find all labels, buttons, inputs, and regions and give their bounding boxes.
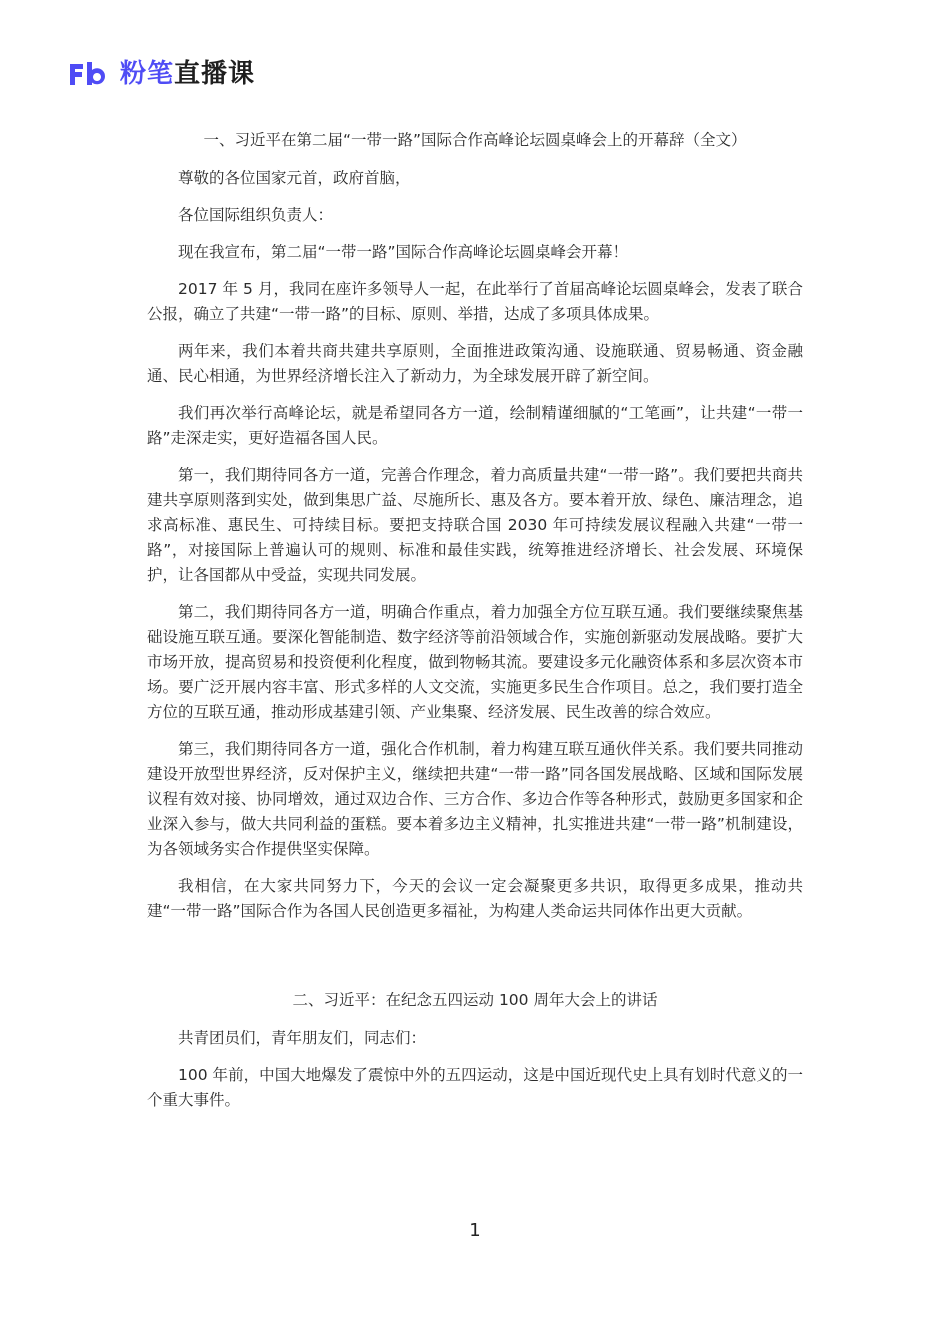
brand-name-accent: 粉笔 [120, 59, 175, 89]
paragraph: 我相信，在大家共同努力下，今天的会议一定会凝聚更多共识，取得更多成果，推动共建“一带一路”国际合作为各国人民创造更多福祉，为构建人类命运共同体作出更大贡献。 [147, 877, 803, 920]
paragraph: 第三，我们期待同各方一道，强化合作机制，着力构建互联互通伙伴关系。我们要共同推动建设开放型世界经济，反对保护主义，继续把共建“一带一路”同各国发展战略、区域和国际发展议程有效对接、协同增效，通过双边合作、三方合作、多边合作等各种形式，鼓励更多国家和企业深入参与，做大共同利益的蛋糕。要本着多边主义精神，扎实推进共建“一带一路”机制建设，为各领域务实合作提供坚实保障。 [147, 740, 803, 858]
section-title: 二、习近平：在纪念五四运动 100 周年大会上的讲话 [292, 991, 658, 1009]
paragraph: 现在我宣布，第二届“一带一路”国际合作高峰论坛圆桌峰会开幕！ [178, 243, 629, 261]
brand-name [120, 56, 255, 92]
paragraph: 我们再次举行高峰论坛，就是希望同各方一道，绘制精谨细腻的“工笔画”，让共建“一带一路”走深走实，更好造福各国人民。 [147, 404, 803, 447]
page-number: 1 [469, 1220, 481, 1241]
brand-logo [68, 56, 255, 92]
paragraph: 尊敬的各位国家元首，政府首脑， [178, 169, 411, 187]
section-title: 一、习近平在第二届“一带一路”国际合作高峰论坛圆桌峰会上的开幕辞（全文） [203, 131, 747, 149]
brand-name-rest: 直播课 [174, 59, 256, 89]
paragraph: 第二，我们期待同各方一道，明确合作重点，着力加强全方位互联互通。我们要继续聚焦基础设施互联互通。要深化智能制造、数字经济等前沿领域合作，实施创新驱动发展战略。要扩大市场开放，提高贸易和投资便利化程度，做到物畅其流。要建设多元化融资体系和多层次资本市场。要广泛开展内容丰富、形式多样的人文交流，实施更多民生合作项目。总之，我们要打造全方位的互联互通，推动形成基建引领、产业集聚、经济发展、民生改善的综合效应。 [147, 603, 803, 721]
fb-logo-icon [68, 60, 112, 88]
document-body [147, 128, 803, 1125]
section-spacer [147, 936, 803, 988]
paragraph: 共青团员们，青年朋友们，同志们： [178, 1029, 427, 1047]
paragraph: 第一，我们期待同各方一道，完善合作理念，着力高质量共建“一带一路”。我们要把共商共建共享原则落到实处，做到集思广益、尽施所长、惠及各方。要本着开放、绿色、廉洁理念，追求高标准、惠民生、可持续目标。要把支持联合国 2030 年可持续发展议程融入共建“一带一路”，对接国际上普遍认可的规则、标准和最佳实践，统筹推进经济增长、社会发展、环境保护，让各国都从中受益，实现共同发展。 [147, 466, 803, 584]
section-1 [147, 128, 803, 924]
paragraph: 两年来，我们本着共商共建共享原则，全面推进政策沟通、设施联通、贸易畅通、资金融通、民心相通，为世界经济增长注入了新动力，为全球发展开辟了新空间。 [147, 342, 803, 385]
paragraph: 2017 年 5 月，我同在座许多领导人一起，在此举行了首届高峰论坛圆桌峰会，发表了联合公报，确立了共建“一带一路”的目标、原则、举措，达成了多项具体成果。 [147, 280, 803, 323]
paragraph: 100 年前，中国大地爆发了震惊中外的五四运动，这是中国近现代史上具有划时代意义的一个重大事件。 [147, 1066, 803, 1109]
paragraph: 各位国际组织负责人： [178, 206, 334, 224]
section-2 [147, 988, 803, 1113]
